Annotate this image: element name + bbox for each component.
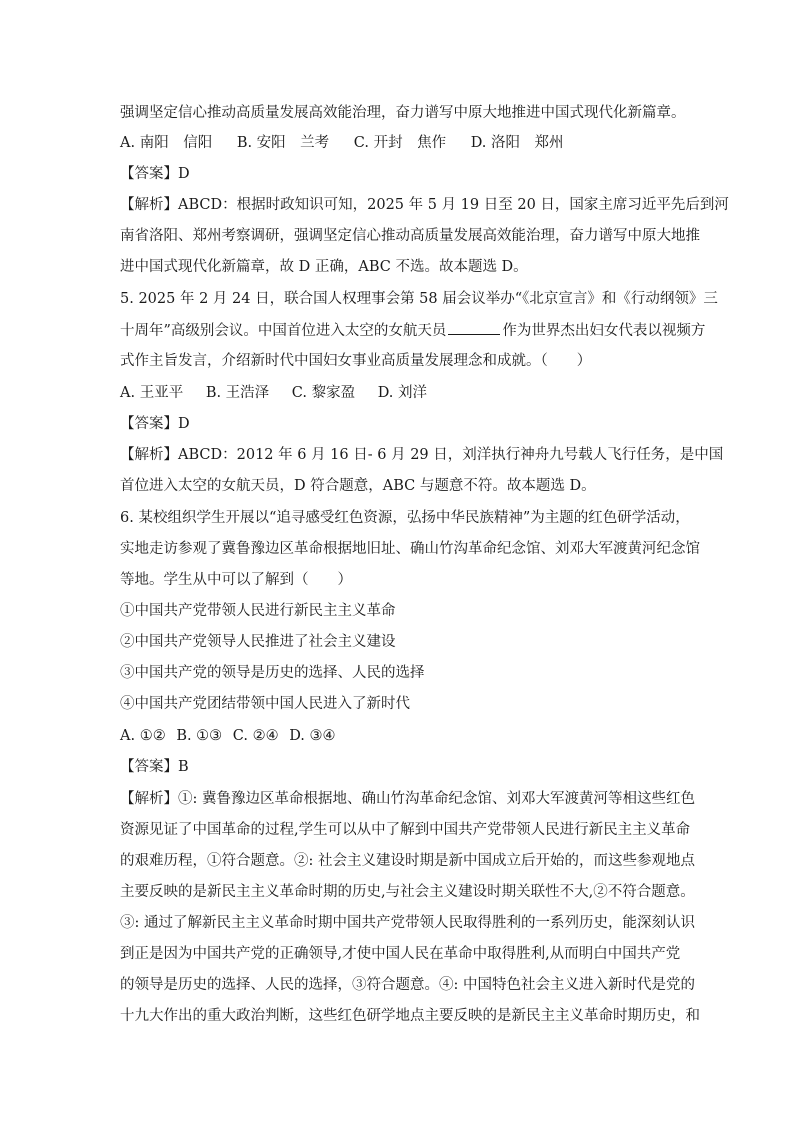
q6-item: ②中国共产党领导人民推进了社会主义建设 — [120, 634, 396, 650]
q4-analysis-line: 南省洛阳、郑州考察调研，强调坚定信心推动高质量发展高效能治理，奋力谱写中原大地推 — [120, 228, 700, 244]
q6-item: ③中国共产党的领导是历史的选择、人民的选择 — [120, 665, 425, 681]
q6-options — [120, 726, 680, 746]
q5-option-d: D. 刘洋 — [377, 385, 428, 401]
q4-option-b: B. 安阳 兰考 — [236, 135, 330, 151]
q6-item: ④中国共产党团结带领中国人民进入了新时代 — [120, 696, 410, 712]
q4-option-a: A. 南阳 信阳 — [120, 135, 213, 151]
q5-stem-line: 式作主旨发言，介绍新时代中国妇女事业高质量发展理念和成就。（ ） — [120, 353, 592, 369]
q6-stem-line: 6. 某校组织学生开展以“追寻感受红色资源，弘扬中华民族精神”为主题的红色研学活动， — [120, 510, 690, 526]
q5-option-b: B. 王浩泽 — [205, 385, 270, 401]
q4-option-d: D. 洛阳 郑州 — [470, 135, 564, 151]
q5-options — [120, 383, 680, 403]
q4-analysis-line: 进中国式现代化新篇章，故 D 正确，ABC 不选。故本题选 D。 — [120, 259, 528, 275]
q6-option-c: C. ②④ — [232, 728, 279, 744]
q6-analysis-line: ③: 通过了解新民主主义革命时期中国共产党带领人民取得胜利的一系列历史，能深刻认识 — [120, 915, 695, 931]
q6-analysis-line: 到正是因为中国共产党的正确领导,才使中国人民在革命中取得胜利,从而明白中国共产党 — [120, 946, 681, 962]
q6-analysis-line: 的领导是历史的选择、人民的选择，③符合题意。④: 中国特色社会主义进入新时代是党的 — [120, 977, 695, 993]
q6-analysis-line: 资源见证了中国革命的过程,学生可以从中了解到中国共产党带领人民进行新民主主义革命 — [120, 822, 691, 838]
q4-option-c: C. 开封 焦作 — [353, 135, 447, 151]
q5-stem-line: 5. 2025 年 2 月 24 日，联合国人权理事会第 58 届会议举办“《北京宣言》和《行动纲领》三 — [120, 291, 718, 307]
q5-option-c: C. 黎家盈 — [291, 385, 356, 401]
q6-stem-line: 等地。学生从中可以了解到（ ） — [120, 572, 352, 588]
q5-analysis-line: 首位进入太空的女航天员，D 符合题意，ABC 与题意不符。故本题选 D。 — [120, 478, 596, 494]
q5-answer: 【答案】D — [120, 416, 190, 432]
q6-option-b: B. ①③ — [176, 728, 223, 744]
q4-analysis-line: 【解析】ABCD：根据时政知识可知，2025 年 5 月 19 日至 20 日，国家主席习近平先后到河 — [120, 197, 729, 213]
q5-analysis-line: 【解析】ABCD：2012 年 6 月 16 日- 6 月 29 日，刘洋执行神舟九号载人飞行任务，是中国 — [120, 447, 724, 463]
q6-option-a: A. ①② — [120, 728, 166, 744]
answer-blank — [448, 320, 500, 335]
q5-stem-part: 十周年”高级别会议。中国首位进入太空的女航天员 — [120, 323, 447, 339]
q5-stem-line — [120, 320, 706, 341]
q4-stem-tail: 强调坚定信心推动高质量发展高效能治理，奋力谱写中原大地推进中国式现代化新篇章。 — [120, 105, 686, 121]
q6-item: ①中国共产党带领人民进行新民主主义革命 — [120, 603, 396, 619]
q6-stem-line: 实地走访参观了冀鲁豫边区革命根据地旧址、确山竹沟革命纪念馆、刘邓大军渡黄河纪念馆 — [120, 541, 700, 557]
q4-options — [120, 133, 680, 153]
q5-option-a: A. 王亚平 — [120, 385, 184, 401]
q6-analysis-line: 【解析】①: 冀鲁豫边区革命根据地、确山竹沟革命纪念馆、刘邓大军渡黄河等相这些红色 — [120, 791, 695, 807]
q5-stem-part: 作为世界杰出妇女代表以视频方 — [502, 323, 706, 339]
q6-analysis-line: 的艰难历程，①符合题意。②: 社会主义建设时期是新中国成立后开始的，而这些参观地点 — [120, 853, 695, 869]
q6-analysis-line: 十九大作出的重大政治判断，这些红色研学地点主要反映的是新民主主义革命时期历史，和 — [120, 1008, 700, 1024]
q4-answer: 【答案】D — [120, 166, 190, 182]
q6-analysis-line: 主要反映的是新民主主义革命时期的历史,与社会主义建设时期关联性不大,②不符合题意。 — [120, 884, 695, 900]
q6-answer: 【答案】B — [120, 759, 189, 775]
q6-option-d: D. ③④ — [289, 728, 336, 744]
